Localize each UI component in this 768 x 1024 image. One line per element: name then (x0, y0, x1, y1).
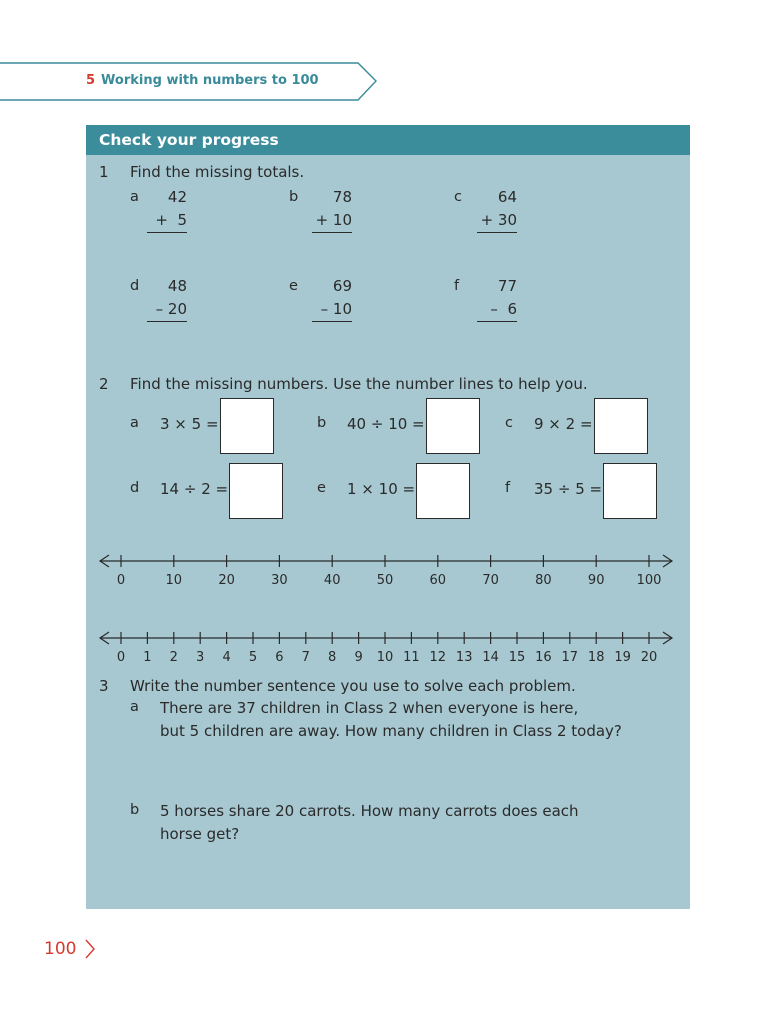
check-progress-panel (86, 125, 690, 909)
tens-line-tick-label: 90 (587, 573, 605, 588)
ones-line-tick-label: 16 (535, 650, 552, 665)
panel-title-bar (86, 125, 690, 155)
ones-line-tick-label: 15 (508, 650, 526, 665)
q3-b-letter: b (130, 802, 140, 818)
question-1-text: Find the missing totals. (130, 163, 305, 181)
q2-e-equation: 1 × 10 = (347, 480, 416, 498)
question-1-number: 1 (99, 163, 109, 181)
tens-line-tick-label: 100 (636, 573, 662, 588)
q1-c-bottom: + 30 (477, 209, 517, 233)
tens-line-tick-label: 30 (271, 573, 288, 588)
chapter-title (86, 73, 319, 88)
chevron-right-icon (84, 938, 96, 960)
panel-title: Check your progress (99, 131, 279, 149)
q1-e-bottom: – 10 (312, 298, 352, 322)
q2-b-answer-box[interactable] (426, 398, 480, 454)
q2-b-letter: b (317, 415, 327, 431)
ones-line-tick-label: 5 (248, 650, 258, 665)
q3-b-line1: 5 horses share 20 carrots. How many carrots does each (160, 802, 579, 820)
q1-c-sum (477, 186, 517, 233)
q2-a-letter: a (130, 415, 139, 431)
q1-e-top: 69 (332, 277, 352, 295)
unit-title: Working with numbers to 100 (101, 73, 319, 88)
page-number: 100 (44, 939, 77, 959)
q3-a-letter: a (130, 699, 139, 715)
ones-line-tick-label: 17 (561, 650, 579, 665)
unit-number: 5 (86, 73, 96, 88)
ones-line-tick-label: 6 (275, 650, 284, 665)
q1-c-letter: c (454, 189, 462, 205)
number-line-ones-svg (96, 630, 676, 670)
ones-line-tick-label: 9 (354, 650, 363, 665)
q3-a-line2: but 5 children are away. How many children in Class 2 today? (160, 722, 622, 740)
tens-line-tick-label: 40 (323, 573, 341, 588)
ones-line-tick-label: 8 (328, 650, 337, 665)
ones-line-tick-label: 2 (169, 650, 178, 665)
q2-f-equation: 35 ÷ 5 = (534, 480, 603, 498)
ones-line-tick-label: 1 (143, 650, 152, 665)
tens-line-tick-label: 80 (535, 573, 552, 588)
q1-b-bottom: + 10 (312, 209, 352, 233)
q2-f-letter: f (505, 480, 511, 496)
q1-d-top: 48 (167, 277, 187, 295)
q2-a-answer-box[interactable] (220, 398, 274, 454)
tens-line-tick-label: 60 (429, 573, 447, 588)
ones-line-tick-label: 10 (376, 650, 394, 665)
q3-b-line2: horse get? (160, 825, 240, 843)
ones-line-tick-label: 11 (403, 650, 420, 665)
q1-b-top: 78 (332, 188, 352, 206)
question-3-number: 3 (99, 677, 109, 695)
q1-a-top: 42 (167, 188, 187, 206)
q1-a-bottom: + 5 (147, 209, 187, 233)
ones-line-tick-label: 14 (482, 650, 499, 665)
q2-d-answer-box[interactable] (229, 463, 283, 519)
question-3-text: Write the number sentence you use to solve each problem. (130, 677, 576, 695)
number-line-tens (96, 553, 676, 593)
q3-a-line1: There are 37 children in Class 2 when everyone is here, (160, 699, 579, 717)
q1-a-sum (147, 186, 187, 233)
q2-e-answer-box[interactable] (416, 463, 470, 519)
q2-d-letter: d (130, 480, 140, 496)
q1-e-letter: e (289, 278, 298, 294)
tens-line-tick-label: 50 (376, 573, 394, 588)
q1-e-sum (312, 275, 352, 322)
q1-a-letter: a (130, 189, 139, 205)
ones-line-tick-label: 12 (429, 650, 447, 665)
ones-line-tick-label: 13 (455, 650, 473, 665)
ones-line-tick-label: 3 (196, 650, 205, 665)
q2-d-equation: 14 ÷ 2 = (160, 480, 229, 498)
q2-f-answer-box[interactable] (603, 463, 657, 519)
tens-line-tick-label: 20 (218, 573, 235, 588)
tens-line-tick-label: 10 (165, 573, 183, 588)
q1-f-sum (477, 275, 517, 322)
tens-line-tick-label: 0 (116, 573, 126, 588)
number-line-tens-svg (96, 553, 676, 593)
q1-d-letter: d (130, 278, 140, 294)
ones-line-tick-label: 20 (640, 650, 658, 665)
q1-d-sum (147, 275, 187, 322)
ones-line-tick-label: 4 (222, 650, 231, 665)
q1-f-top: 77 (497, 277, 517, 295)
question-2-text: Find the missing numbers. Use the number lines to help you. (130, 375, 588, 393)
q2-c-equation: 9 × 2 = (534, 415, 593, 433)
q1-f-bottom: – 6 (477, 298, 517, 322)
q2-c-letter: c (505, 415, 513, 431)
ones-line-tick-label: 0 (116, 650, 126, 665)
question-2-number: 2 (99, 375, 109, 393)
q2-c-answer-box[interactable] (594, 398, 648, 454)
q1-b-letter: b (289, 189, 299, 205)
q2-b-equation: 40 ÷ 10 = (347, 415, 425, 433)
q1-c-top: 64 (497, 188, 517, 206)
q2-a-equation: 3 × 5 = (160, 415, 219, 433)
tens-line-tick-label: 70 (482, 573, 499, 588)
q2-e-letter: e (317, 480, 326, 496)
q1-f-letter: f (454, 278, 460, 294)
q1-d-bottom: – 20 (147, 298, 187, 322)
number-line-ones (96, 630, 676, 670)
ones-line-tick-label: 18 (587, 650, 605, 665)
q1-b-sum (312, 186, 352, 233)
ones-line-tick-label: 7 (301, 650, 310, 665)
ones-line-tick-label: 19 (614, 650, 631, 665)
